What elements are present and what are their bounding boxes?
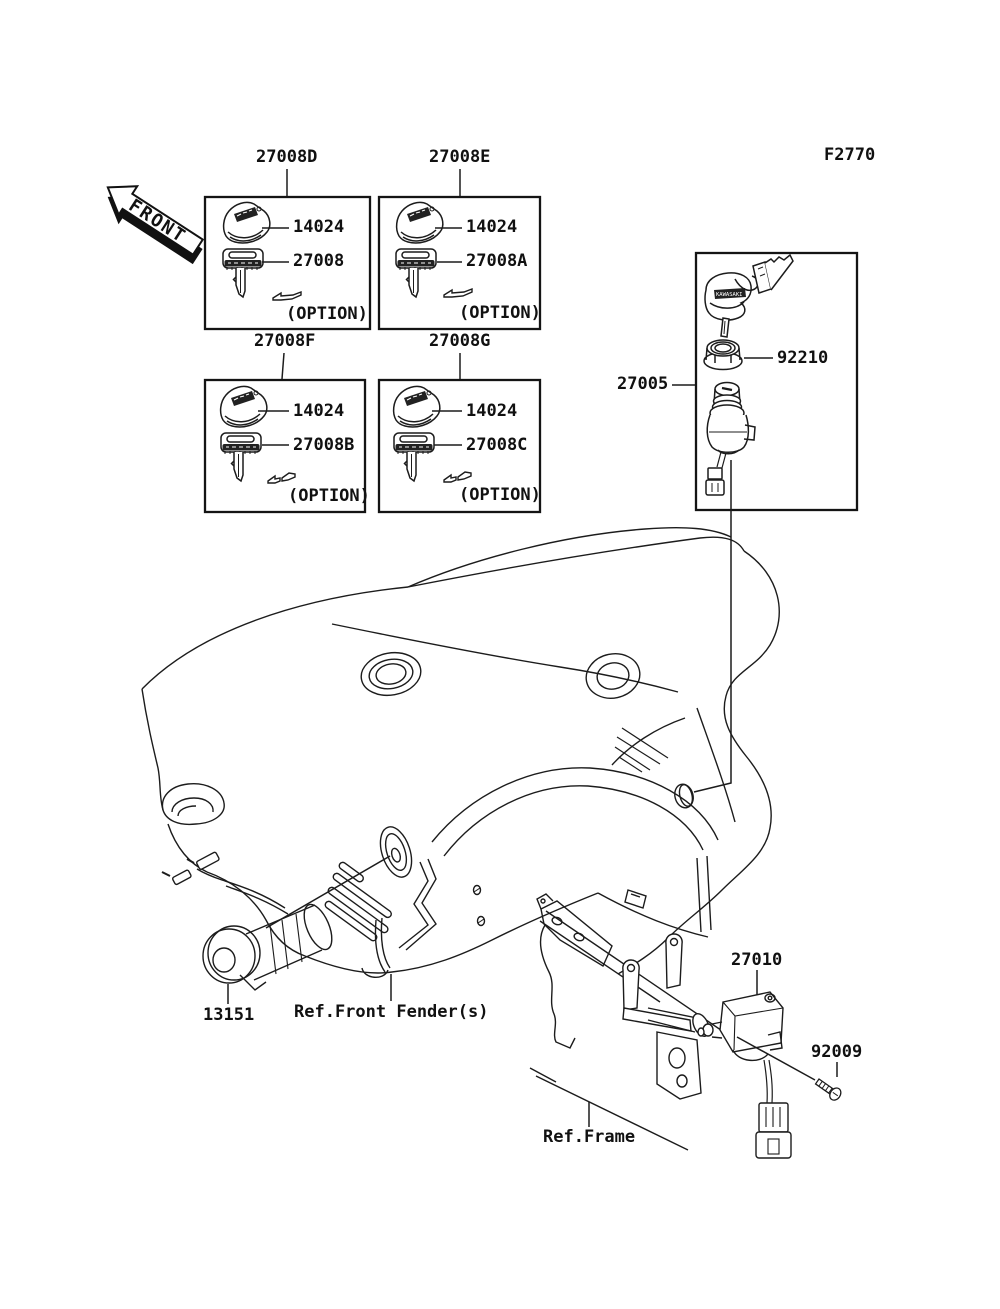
ignition-switch-assembly-drawing (704, 255, 793, 495)
ref-front-fender-label: Ref.Front Fender(s) (294, 1002, 489, 1022)
front-fender-drawing (142, 528, 779, 978)
key-blank-icon (396, 249, 436, 297)
key-blank-icon (221, 433, 261, 481)
key-cap-icon (224, 202, 270, 243)
part-label-27008c: 27008C (466, 435, 528, 455)
part-label-14024: 14024 (466, 401, 518, 421)
part-label-92009: 92009 (811, 1042, 863, 1062)
part-label-14024: 14024 (293, 401, 345, 421)
part-label-92210: 92210 (777, 348, 829, 368)
figure-code: F2770 (824, 145, 876, 165)
option-label: (OPTION) (286, 304, 368, 324)
front-arrow-label: FRONT (124, 195, 191, 248)
key-box-frames (205, 197, 857, 512)
screw-92009-drawing (814, 1076, 844, 1102)
part-label-27008: 27008 (293, 251, 345, 271)
option-clip-icon (444, 289, 472, 297)
option-label: (OPTION) (459, 303, 541, 323)
part-label-27008b: 27008B (293, 435, 355, 455)
interlock-switch-27010-drawing (698, 992, 791, 1158)
immobilizer-13151-drawing (162, 852, 338, 990)
option-label: (OPTION) (459, 485, 541, 505)
part-label-27005: 27005 (617, 374, 669, 394)
part-label-27008f: 27008F (254, 331, 316, 351)
part-label-14024: 14024 (466, 217, 518, 237)
ref-frame-label: Ref.Frame (543, 1127, 636, 1147)
front-arrow (94, 173, 212, 270)
option-clip-icon (273, 292, 301, 300)
part-label-27008d: 27008D (256, 147, 318, 167)
part-label-27008g: 27008G (429, 331, 491, 351)
part-label-27008e: 27008E (429, 147, 491, 167)
part-label-27008a: 27008A (466, 251, 528, 271)
part-label-27010: 27010 (731, 950, 783, 970)
key-cap-icon (397, 202, 443, 243)
key-cap-icon (394, 386, 440, 427)
key-blank-icon (223, 249, 263, 297)
key-blank-icon (394, 433, 434, 481)
frame-drawing (530, 894, 737, 1150)
option-clip-icon (268, 473, 295, 483)
key-cap-icon (221, 386, 267, 427)
key-brand-microtext: KAWASAKI (716, 292, 743, 298)
part-label-13151: 13151 (203, 1005, 255, 1025)
option-clip-icon (444, 472, 471, 482)
option-label: (OPTION) (288, 486, 370, 506)
part-label-14024: 14024 (293, 217, 345, 237)
